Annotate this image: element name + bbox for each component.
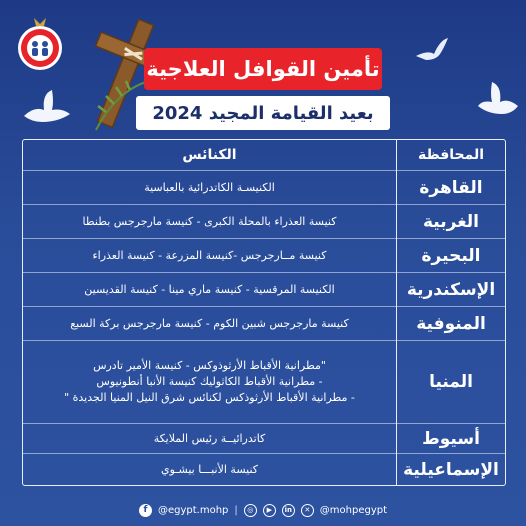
governorate-column-header: المحافظة	[397, 140, 506, 171]
governorate-cell: البحيرة	[397, 239, 506, 273]
governorate-cell: أسيوط	[397, 423, 506, 454]
church-line: كنيسة مارجرجس شبين الكوم - كنيسة مارجرجس بركة السبع	[70, 316, 349, 330]
table-row	[23, 273, 505, 307]
table-row	[23, 171, 505, 205]
table-row	[23, 341, 505, 423]
dove-icon	[476, 80, 520, 118]
table-row	[23, 423, 505, 454]
youtube-icon[interactable]: ▶	[263, 504, 276, 517]
churches-cell	[23, 341, 397, 423]
social-handle[interactable]: @mohpegypt	[319, 504, 388, 516]
table-header-row	[23, 140, 505, 171]
churches-cell	[23, 171, 397, 205]
church-line: كاتدرائيــة رئيس الملايكة	[153, 431, 266, 445]
churches-column-header: الكنائس	[23, 140, 397, 171]
churches-cell	[23, 273, 397, 307]
social-footer	[0, 494, 526, 526]
dove-icon	[22, 88, 72, 128]
churches-table-grid	[23, 140, 505, 485]
governorate-cell: الغربية	[397, 205, 506, 239]
facebook-handle[interactable]: @egypt.mohp	[157, 504, 229, 516]
table-row	[23, 454, 505, 485]
church-line: - مطرانية الأقباط الكاثوليك كنيسة الأنبا أنطونيوس	[96, 374, 323, 388]
governorate-cell: المنيا	[397, 341, 506, 423]
churches-cell	[23, 307, 397, 341]
x-icon[interactable]: ✕	[301, 504, 314, 517]
church-line: - مطرانية الأقباط الأرثوذكس لكنائس شرق النيل المنيا الجديدة "	[64, 390, 355, 404]
churches-cell	[23, 205, 397, 239]
governorate-cell: الإسكندرية	[397, 273, 506, 307]
table-row	[23, 239, 505, 273]
churches-cell	[23, 239, 397, 273]
church-line: كنيسة مــارجرجس -كنيسة المزرعة - كنيسة العذراء	[92, 248, 327, 262]
church-line: كنيسة الأنبـــا بيشـوي	[160, 462, 259, 476]
church-line: "مطرانية الأقباط الأرثوذوكس - كنيسة الأمير تادرس	[93, 358, 326, 372]
church-line: الكنيسـة الكاتدرائية بالعباسية	[144, 180, 275, 194]
divider: |	[234, 504, 238, 516]
churches-cell	[23, 454, 397, 485]
governorate-cell: الإسماعيلية	[397, 454, 506, 485]
governorate-cell: المنوفية	[397, 307, 506, 341]
linkedin-icon[interactable]: in	[282, 504, 295, 517]
table-row	[23, 205, 505, 239]
page-title: تأمين القوافل العلاجية	[144, 48, 382, 90]
dove-icon	[414, 36, 450, 64]
churches-table	[22, 139, 506, 486]
church-line: الكنيسة المرقسية - كنيسة ماري مينا - كنيسة القديسين	[84, 282, 335, 296]
facebook-icon[interactable]: f	[139, 504, 152, 517]
governorate-cell: القاهرة	[397, 171, 506, 205]
churches-cell	[23, 423, 397, 454]
table-row	[23, 307, 505, 341]
church-line: كنيسة العذراء بالمحلة الكبرى - كنيسة مارجرجس بطنطا	[82, 214, 337, 228]
ministry-logo	[14, 14, 66, 76]
page-subtitle: بعيد القيامة المجيد 2024	[136, 96, 390, 130]
instagram-icon[interactable]: ◎	[244, 504, 257, 517]
